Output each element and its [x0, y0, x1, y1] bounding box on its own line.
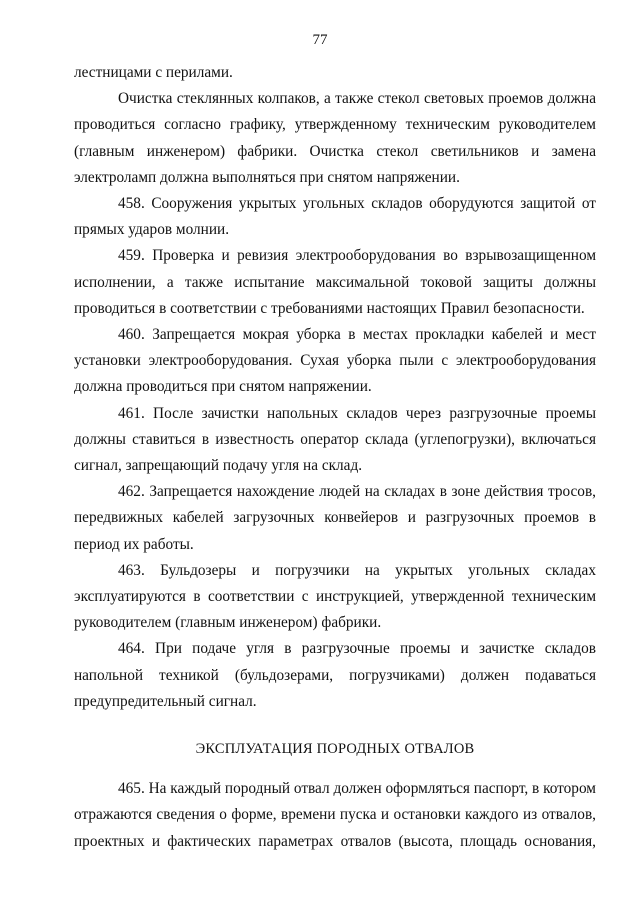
text-line-content: На каждый породный отвал должен оформляться паспорт, в котором: [148, 780, 596, 798]
paragraph-463: [74, 558, 596, 637]
text-line: [74, 776, 596, 802]
paragraph-number: 460.: [118, 326, 145, 344]
paragraph-461: [74, 401, 596, 480]
paragraph-464: [74, 636, 596, 715]
paragraph-462: [74, 479, 596, 558]
text-line: должна проводиться при снятом напряжении.: [74, 378, 372, 396]
text-line: [74, 558, 596, 584]
paragraph-465: [74, 776, 596, 855]
page-number: 77: [312, 32, 328, 48]
text-line-content: Сооружения укрытых угольных складов оборудуются защитой от: [151, 195, 596, 213]
text-line: должны ставиться в известность оператор склада (углепогрузки), включаться: [74, 430, 596, 448]
text-line-content: При подаче угля в разгрузочные проемы и зачистке складов: [155, 640, 597, 658]
paragraph-460: [74, 322, 596, 401]
text-line: предупредительный сигнал.: [74, 692, 257, 710]
text-line: прямых ударов молнии.: [74, 221, 230, 239]
paragraph-459: [74, 243, 596, 322]
paragraph-glass-cleaning: [74, 86, 596, 191]
paragraph-number: 458.: [118, 195, 145, 213]
text-line: передвижных кабелей загрузочных конвейеров и разгрузочных проемов в: [74, 509, 596, 527]
document-body: [74, 60, 596, 855]
text-line: [74, 401, 596, 427]
section-heading: ЭКСПЛУАТАЦИЯ ПОРОДНЫХ ОТВАЛОВ: [195, 741, 475, 758]
text-line: проектных и фактических параметрах отвалов (высота, площадь основания,: [74, 832, 596, 850]
text-line: установки электрооборудования. Сухая уборка пыли с электрооборудования: [74, 352, 596, 370]
text-line: исполнении, а также испытание максимальной токовой защиты должны: [74, 273, 596, 291]
text-line: отражаются сведения о форме, времени пуска и остановки каждого из отвалов,: [74, 806, 596, 824]
paragraph-number: 462.: [118, 483, 145, 501]
text-line: [74, 636, 596, 662]
text-line: [74, 322, 596, 348]
text-line-content: Запрещается нахождение людей на складах в зоне действия тросов,: [149, 483, 596, 501]
text-line: [74, 191, 596, 217]
paragraph-number: 459.: [118, 247, 145, 265]
paragraph-number: 461.: [118, 404, 145, 422]
text-line: сигнал, запрещающий подачу угля на склад.: [74, 457, 363, 475]
text-line-content: Запрещается мокрая уборка в местах прокладки кабелей и мест: [152, 326, 596, 344]
text-line-content: Бульдозеры и погрузчики на укрытых угольных складах: [160, 561, 596, 579]
text-line: Очистка стеклянных колпаков, а также стекол световых проемов должна: [118, 90, 596, 108]
text-line: лестницами с перилами.: [74, 64, 233, 81]
text-line: напольной техникой (бульдозерами, погрузчиками) должен подаваться: [74, 666, 596, 684]
paragraph-continuation: [74, 60, 596, 86]
text-line: проводиться согласно графику, утвержденному техническим руководителем: [74, 116, 596, 134]
paragraph-number: 465.: [118, 780, 145, 798]
text-line-content: После зачистки напольных складов через разгрузочные проемы: [153, 404, 596, 422]
text-line: период их работы.: [74, 535, 194, 553]
text-line: проводиться в соответствии с требованиями настоящих Правил безопасности.: [74, 299, 585, 317]
paragraph-number: 464.: [118, 640, 145, 658]
text-line: (главным инженером) фабрики. Очистка стекол светильников и замена: [74, 142, 596, 160]
paragraph-number: 463.: [118, 561, 145, 579]
paragraph-458: [74, 191, 596, 243]
text-line: [74, 243, 596, 269]
text-line: руководителем (главным инженером) фабрики.: [74, 614, 382, 632]
text-line-content: Проверка и ревизия электрооборудования во взрывозащищенном: [152, 247, 597, 265]
text-line: эксплуатируются в соответствии с инструкцией, утвержденной техническим: [74, 588, 596, 606]
text-line: электроламп должна выполняться при снятом напряжении.: [74, 168, 460, 186]
text-line: [74, 479, 596, 505]
